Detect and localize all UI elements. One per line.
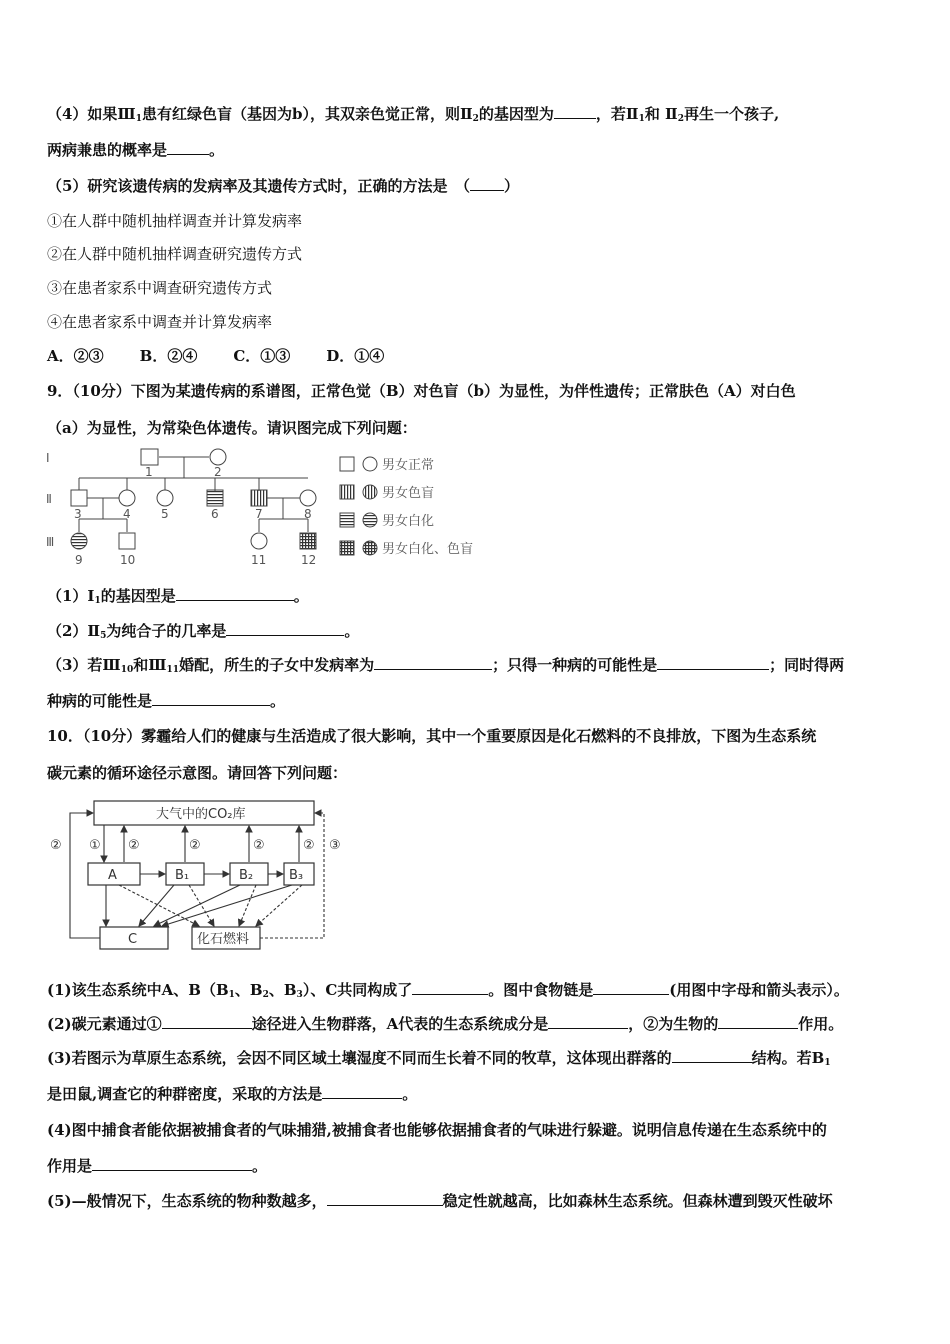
q10-sub4-line1: (4)图中捕食者能依据被捕食者的气味捕猎,被捕食者也能够依据捕食者的气味进行躲避。说明信息传递在生态系统中的 [47, 1121, 827, 1139]
num-12: 12 [301, 553, 317, 567]
pedigree-III12 [300, 533, 316, 549]
answer-blank[interactable] [470, 176, 504, 191]
legend-albino: 男女白化 [382, 514, 435, 529]
legend-normal: 男女正常 [382, 458, 435, 473]
arrow-label-3: ③ [329, 838, 341, 853]
q8-part4-line2: 两病兼患的概率是 。 [47, 141, 225, 159]
carbon-cycle-diagram [44, 795, 354, 955]
q8-options [47, 345, 420, 366]
gen-label-II: Ⅱ [46, 492, 52, 506]
answer-blank[interactable] [593, 980, 669, 995]
answer-blank[interactable] [226, 621, 344, 636]
arrow-label-2-left: ② [50, 838, 62, 853]
num-2: 2 [214, 465, 222, 479]
num-7: 7 [255, 507, 263, 521]
answer-blank[interactable] [718, 1014, 798, 1029]
q10-sub1: (1)该生态系统中A、$B(B_1$、$B_2$、$B_3$）、C共同构成了 。图中食物链是 (用图中字母和箭头表示）。 [47, 981, 849, 1000]
pedigree-I2 [210, 449, 226, 465]
num-4: 4 [123, 507, 131, 521]
q10-stem-line2: 碳元素的循环途径示意图。请回答下列问题： [47, 764, 348, 782]
gen-label-III: Ⅲ [46, 535, 55, 549]
q8-item-3: ③在患者家系中调查研究遗传方式 [47, 279, 273, 297]
answer-blank[interactable] [657, 655, 769, 670]
pedigree-II7 [251, 490, 267, 506]
q8-item-1: ①在人群中随机抽样调查并计算发病率 [47, 212, 303, 230]
q8-item-4: ④在患者家系中调查并计算发病率 [47, 313, 273, 331]
pedigree-chart [44, 446, 504, 574]
answer-blank[interactable] [176, 586, 294, 601]
num-8: 8 [304, 507, 312, 521]
num-6: 6 [211, 507, 219, 521]
option-b[interactable]: B．②④ [139, 347, 198, 365]
answer-blank[interactable] [92, 1156, 252, 1171]
num-3: 3 [74, 507, 82, 521]
num-5: 5 [161, 507, 169, 521]
answer-blank[interactable] [152, 691, 270, 706]
atmosphere-label: 大气中的CO₂库 [156, 807, 246, 822]
legend-both: 男女白化、色盲 [382, 542, 474, 557]
q10-sub3-line2: 是田鼠,调查它的种群密度，采取的方法是 。 [47, 1085, 418, 1103]
q9-stem-line1: 9．（10分）下图为某遗传病的系谱图，正常色觉（B）对色盲（b）为显性，为伴性遗传；正常肤色（A）对白色 [47, 382, 796, 400]
label-c: C [128, 932, 138, 947]
q10-sub3-line1: (3)若图示为草原生态系统，会因不同区域土壤湿度不同而生长着不同的牧草，这体现出群落的 结构。若$B_1$ [47, 1049, 831, 1068]
answer-blank[interactable] [167, 140, 209, 155]
answer-blank[interactable] [548, 1014, 628, 1029]
arrow-label-2d: ② [303, 838, 315, 853]
arrow-label-1: ① [89, 838, 101, 853]
option-c[interactable]: C．①③ [233, 347, 291, 365]
pedigree-I1 [141, 449, 158, 465]
answer-blank[interactable] [322, 1084, 402, 1099]
pedigree-II3 [71, 490, 87, 506]
option-a[interactable]: A．②③ [47, 347, 104, 365]
answer-blank[interactable] [374, 655, 492, 670]
arrow-label-2c: ② [253, 838, 265, 853]
arrow-label-2a: ② [128, 838, 140, 853]
answer-blank[interactable] [327, 1191, 443, 1206]
q10-sub2: (2)碳元素通过① 途径进入生物群落，A代表的生态系统成分是 ，②为生物的 作用。 [47, 1015, 844, 1033]
label-fossil: 化石燃料 [197, 932, 250, 947]
num-9: 9 [75, 553, 83, 567]
num-11: 11 [251, 553, 267, 567]
q9-sub2: $(2)Ⅱ_5$为纯合子的几率是 。 [47, 622, 360, 641]
gen-label-I: Ⅰ [46, 451, 50, 465]
q9-sub3-line2: 种病的可能性是 。 [47, 692, 286, 710]
answer-blank[interactable] [672, 1048, 752, 1063]
pedigree-III11 [251, 533, 267, 549]
q9-sub3-line1: （3）若$Ⅲ_{10}$和$Ⅲ_{11}$婚配，所生的子女中发病率为 ；只得一种病的可能性是 ；同时得两 [47, 656, 845, 675]
label-b3: B₃ [289, 868, 304, 883]
label-b1: B₁ [175, 868, 190, 883]
pedigree-II6 [207, 490, 223, 506]
q9-sub1: $(1)Ⅰ_1$的基因型是 。 [47, 587, 309, 606]
arrow-label-2b: ② [189, 838, 201, 853]
option-d[interactable]: D．①④ [326, 347, 385, 365]
answer-blank[interactable] [412, 980, 488, 995]
q9-stem-line2: （a）为显性，为常染色体遗传。请识图完成下列问题： [47, 419, 417, 437]
pedigree-II5 [157, 490, 173, 506]
q10-sub5: (5)—般情况下，生态系统的物种数越多， 稳定性就越高，比如森林生态系统。但森林遭到毁灭性破坏 [47, 1192, 833, 1210]
pedigree-III9 [71, 533, 87, 549]
pedigree-II4 [119, 490, 135, 506]
pedigree-legend [340, 457, 377, 555]
pedigree-II8 [300, 490, 316, 506]
num-10: 10 [120, 553, 136, 567]
q10-stem-line1: 10．（10分）雾霾给人们的健康与生活造成了很大影响，其中一个重要原因是化石燃料的不良排放，下图为生态系统 [47, 727, 817, 745]
q8-part5: （5）研究该遗传病的发病率及其遗传方式时，正确的方法是 （ ） [47, 177, 519, 195]
label-b2: B₂ [239, 868, 254, 883]
legend-colorblind: 男女色盲 [382, 486, 435, 501]
label-a: A [108, 868, 117, 883]
num-1: 1 [145, 465, 153, 479]
q8-item-2: ②在人群中随机抽样调查研究遗传方式 [47, 245, 303, 263]
answer-blank[interactable] [554, 104, 596, 119]
answer-blank[interactable] [162, 1014, 252, 1029]
pedigree-III10 [119, 533, 135, 549]
q10-sub4-line2: 作用是 。 [47, 1157, 268, 1175]
q8-part4-line1: （4）如果$Ⅲ_1$患有红绿色盲（基因为b），其双亲色觉正常，则$Ⅱ_2$的基因型为 ，若$Ⅱ_1$和 $Ⅱ_2$再生一个孩子, [47, 105, 780, 124]
